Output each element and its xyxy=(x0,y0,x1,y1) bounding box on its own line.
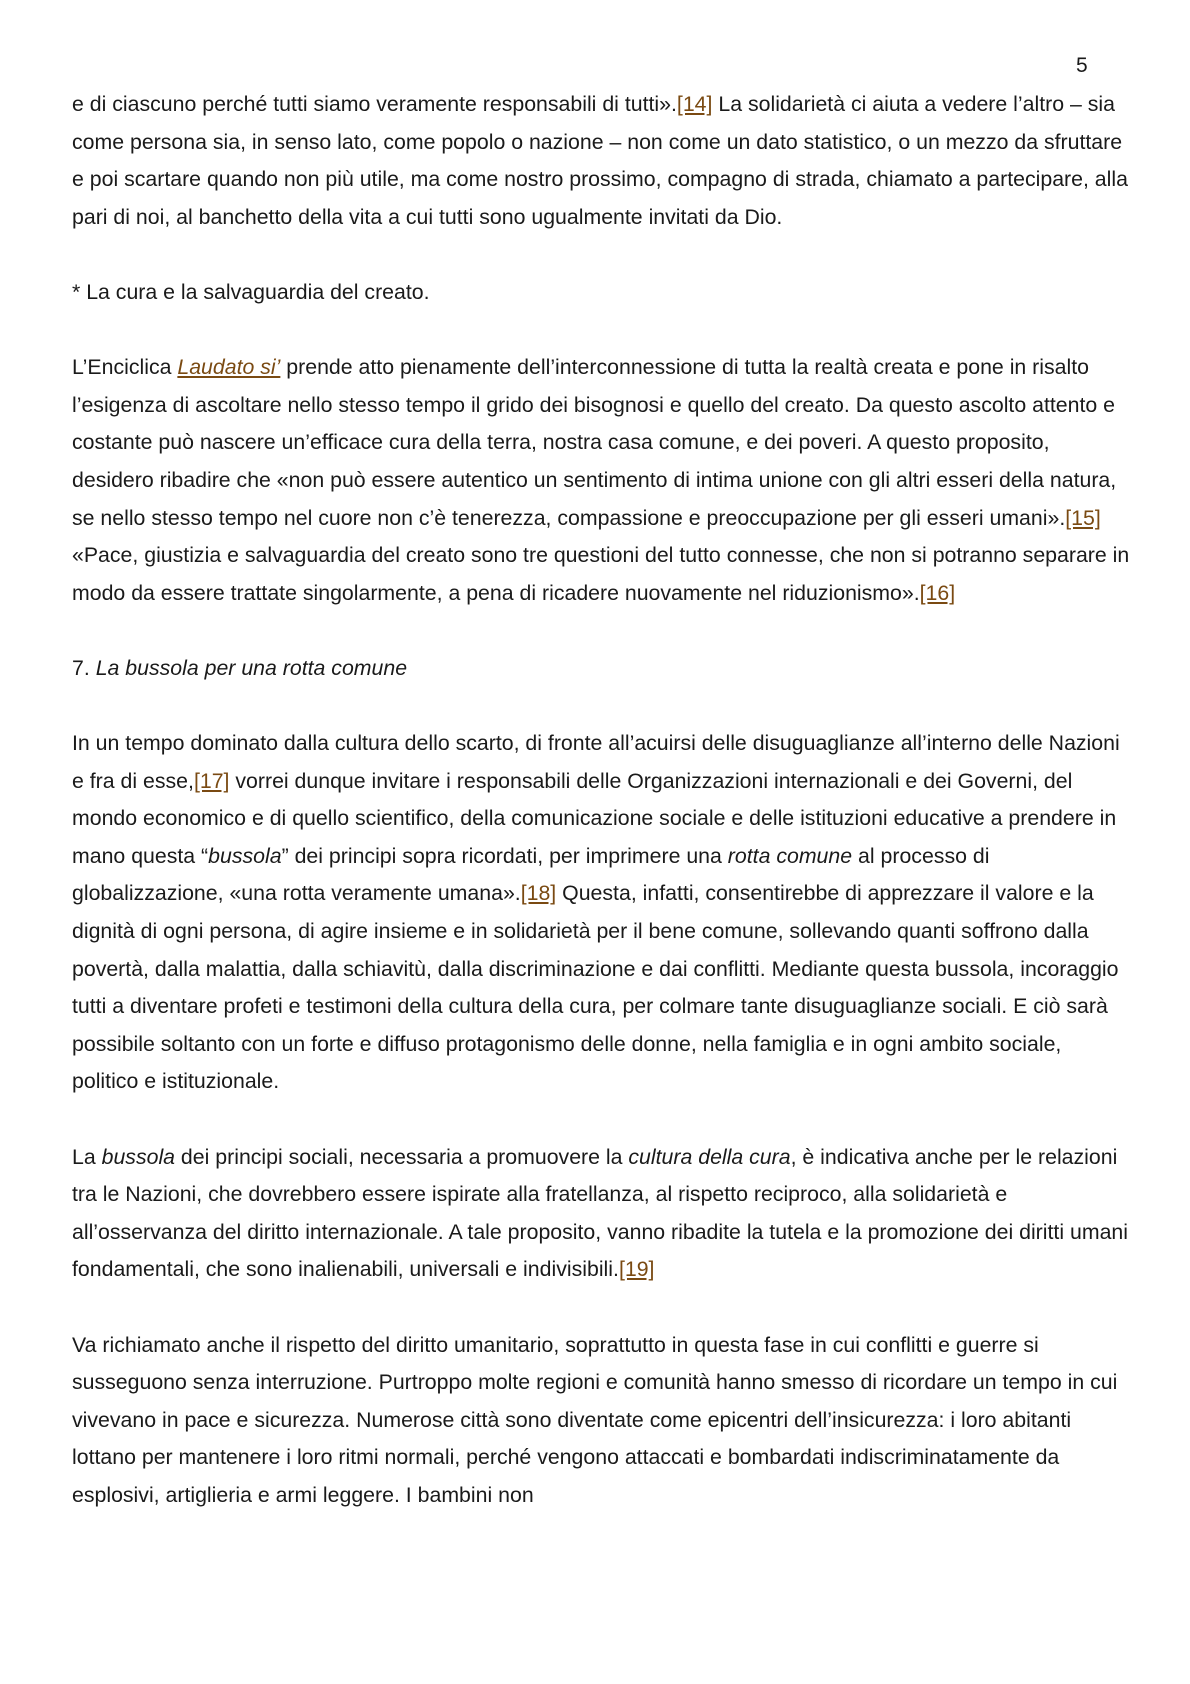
section-bullet-heading xyxy=(72,274,1132,312)
emphasis-text: bussola xyxy=(208,843,282,868)
page-number: 5 xyxy=(1076,54,1088,77)
bullet-heading-text: * La cura e la salvaguardia del creato. xyxy=(72,279,430,304)
emphasis-text: cultura della cura xyxy=(628,1144,791,1169)
footnote-link-16[interactable]: [16] xyxy=(919,580,956,605)
paragraph-text: «Pace, giustizia e salvaguardia del creato sono tre questioni del tutto connesse, che non si potranno separare in modo da essere trattate singolarmente, a pena di ricadere nuovamente nel riduzionismo». xyxy=(72,543,1130,605)
footnote-link-17[interactable]: [17] xyxy=(193,768,230,793)
paragraph-text: ” dei principi sopra ricordati, per imprimere una xyxy=(281,843,728,868)
section-number: 7. xyxy=(72,655,96,680)
paragraph-solidarity xyxy=(72,86,1132,236)
footnote-link-18[interactable]: [18] xyxy=(520,881,557,906)
paragraph-text: La xyxy=(72,1144,102,1169)
paragraph-text: al processo di globalizzazione, «una rotta veramente umana». xyxy=(72,843,990,906)
footnote-link-14[interactable]: [14] xyxy=(676,92,713,116)
document-body xyxy=(72,86,1132,1515)
section-heading-7 xyxy=(72,650,1132,688)
paragraph-text: Questa, infatti, consentirebbe di apprezzare il valore e la dignità di ogni persona, di agire insieme e in solidarietà per il bene comune, sollevando quanti soffrono dalla povertà, dalla malattia, dalla schiavitù, dalla discriminazione e dai conflitti. Mediante questa bussola, incoraggio tutti a diventare profeti e testimoni della cultura della cura, per colmare tante disuguaglianze sociali. E ciò sarà possibile soltanto con un forte e diffuso protagonismo delle donne, nella famiglia e in ogni ambito sociale, politico e istituzionale. xyxy=(72,881,1119,1094)
paragraph-text: vorrei dunque invitare i responsabili delle Organizzazioni internazionali e dei Governi, del mondo economico e di quello scientifico, della comunicazione sociale e delle istituzioni educative a prendere in mano questa “ xyxy=(72,768,1117,868)
footnote-link-15[interactable]: [15] xyxy=(1065,505,1101,530)
emphasis-text: bussola xyxy=(101,1144,176,1169)
paragraph-text: e di ciascuno perché tutti siamo veramente responsabili di tutti». xyxy=(72,92,677,116)
paragraph-text: Va richiamato anche il rispetto del diritto umanitario, soprattutto in questa fase in cui conflitti e guerre si susseguono senza interruzione. Purtroppo molte regioni e comunità hanno smesso di ricordare un tempo in cui vivevano in pace e sicurezza. Numerose città sono diventate come epicentri dell’insicurezza: i loro abitanti lottano per mantenere i loro ritmi normali, perché vengono attaccati e bombardati indiscriminatamente da esplosivi, artiglieria e armi leggere. I bambini non xyxy=(72,1332,1118,1507)
paragraph-laudato-si xyxy=(72,349,1132,612)
paragraph-text: La solidarietà ci aiuta a vedere l’altro – sia come persona sia, in senso lato, come popolo o nazione – non come un dato statistico, o un mezzo da sfruttare e poi scartare quando non più utile, ma come nostro prossimo, compagno di strada, chiamato a partecipare, alla pari di noi, al banchetto della vita a cui tutti sono ugualmente invitati da Dio. xyxy=(72,92,1128,229)
footnote-link-19[interactable]: [19] xyxy=(618,1257,655,1282)
paragraph-humanitarian-law xyxy=(72,1327,1132,1515)
encyclical-link-laudato-si[interactable]: Laudato si’ xyxy=(177,355,281,380)
paragraph-social-principles xyxy=(72,1139,1132,1289)
paragraph-text: prende atto pienamente dell’interconnessione di tutta la realtà creata e pone in risalto l’esigenza di ascoltare nello stesso tempo il grido dei bisognosi e quello del creato. Da questo ascolto attento e costante può nascere un’efficace cura della terra, nostra casa comune, e dei poveri. A questo proposito, desidero ribadire che «non può essere autentico un sentimento di intima unione con gli altri esseri della natura, se nello stesso tempo nel cuore non c’è tenerezza, compassione e preoccupazione per gli esseri umani». xyxy=(72,355,1117,530)
section-title: La bussola per una rotta comune xyxy=(95,655,408,680)
paragraph-compass xyxy=(72,725,1132,1101)
paragraph-text: In un tempo dominato dalla cultura dello scarto, di fronte all’acuirsi delle disuguaglianze all’interno delle Nazioni e fra di esse, xyxy=(72,731,1120,793)
paragraph-text: L’Enciclica xyxy=(72,355,178,380)
paragraph-text: dei principi sociali, necessaria a promuovere la xyxy=(175,1144,629,1169)
emphasis-text: rotta comune xyxy=(727,843,853,868)
paragraph-text: , è indicativa anche per le relazioni tra le Nazioni, che dovrebbero essere ispirate alla fratellanza, al rispetto reciproco, alla solidarietà e all’osservanza del diritto internazionale. A tale proposito, vanno ribadite la tutela e la promozione dei diritti umani fondamentali, che sono inalienabili, universali e indivisibili. xyxy=(72,1144,1128,1282)
